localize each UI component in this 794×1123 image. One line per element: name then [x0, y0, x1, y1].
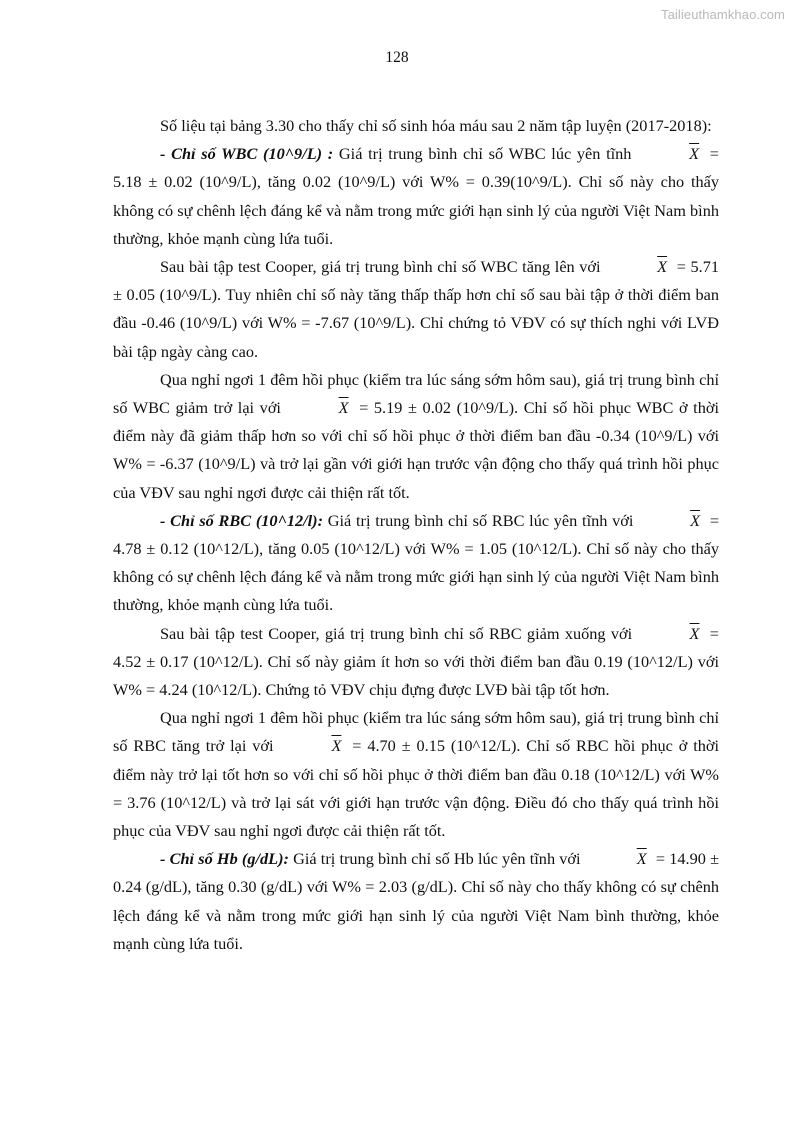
mean-symbol: $\overline{X}$ — [690, 510, 701, 530]
paragraph-rbc-after-test — [113, 620, 719, 705]
paragraph-wbc-after-test — [113, 253, 719, 366]
paragraph-rbc-recovery — [113, 704, 719, 845]
watermark: Tailieuthamkhao.com — [660, 7, 785, 22]
paragraph-text: = 5.19 ± 0.02 (10^9/L). Chỉ số hồi phục WBC ở thời điểm này đã giảm thấp hơn so với chỉ số hồi phục ở thời điểm ban đầu -0.34 (10^9/L) với W% = -6.37 (10^9/L) và trở lại gần với giới hạn trước vận động cho thấy quá trình hồi phục của VĐV sau nghỉ ngơi được cải thiện rất tốt. — [113, 398, 719, 502]
paragraph-text: = 4.70 ± 0.15 (10^12/L). Chỉ số RBC hồi phục ở thời điểm này trở lại tốt hơn so với chỉ số hồi phục ở thời điểm ban đầu 0.18 (10^12/L) với W% = 3.76 (10^12/L) và trở lại sát với giới hạn trước vận động. Điều đó cho thấy quá trình hồi phục của VĐV sau nghỉ ngơi được cải thiện rất tốt. — [113, 736, 719, 841]
mean-symbol: $\overline{X}$ — [338, 398, 349, 418]
paragraph-text: Số liệu tại bảng 3.30 cho thấy chỉ số sinh hóa máu sau 2 năm tập luyện (2017-2018): — [160, 116, 712, 135]
paragraph-text: Giá trị trung bình chỉ số WBC lúc yên tĩnh — [333, 144, 638, 164]
paragraph-intro — [113, 112, 719, 140]
section-heading-hb: - Chỉ số Hb (g/dL): — [160, 849, 289, 869]
paragraph-rbc-rest — [113, 507, 719, 620]
paragraph-text: = 5.18 ± 0.02 (10^9/L), tăng 0.02 (10^9/L) với W% = 0.39(10^9/L). Chỉ số này cho thấy không có sự chênh lệch đáng kể và nằm trong mức giới hạn sinh lý của người Việt Nam bình thường, khỏe mạnh cùng lứa tuổi. — [113, 144, 719, 248]
page-number: 128 — [385, 49, 409, 66]
paragraph-hb-rest — [113, 845, 719, 958]
paragraph-text: Giá trị trung bình chỉ số Hb lúc yên tĩnh với — [288, 849, 585, 869]
document-body — [113, 112, 719, 958]
paragraph-text: = 5.71 ± 0.05 (10^9/L). Tuy nhiên chỉ số này tăng thấp thấp hơn chỉ số sau bài tập ở thời điểm ban đầu -0.46 (10^9/L) với W% = -7.67 (10^9/L). Chỉ chứng tỏ VĐV có sự thích nghi với LVĐ bài tập ngày càng cao. — [113, 257, 719, 361]
paragraph-text: Sau bài tập test Cooper, giá trị trung bình chỉ số WBC tăng lên với — [160, 257, 606, 277]
mean-symbol: $\overline{X}$ — [657, 257, 668, 277]
section-heading-rbc: - Chỉ số RBC (10^12/l): — [160, 510, 324, 530]
mean-symbol: $\overline{X}$ — [689, 623, 700, 643]
paragraph-wbc-rest — [113, 140, 719, 253]
paragraph-text: Giá trị trung bình chỉ số RBC lúc yên tĩnh với — [323, 510, 639, 530]
mean-symbol: $\overline{X}$ — [689, 144, 700, 164]
mean-symbol: $\overline{X}$ — [331, 736, 342, 756]
paragraph-text: Qua nghỉ ngơi 1 đêm hồi phục (kiểm tra lúc sáng sớm hôm sau), giá trị trung bình chỉ số WBC giảm trở lại với — [113, 369, 719, 418]
paragraph-text: Qua nghỉ ngơi 1 đêm hồi phục (kiểm tra lúc sáng sớm hôm sau), giá trị trung bình chỉ số RBC tăng trở lại với — [113, 708, 719, 756]
mean-symbol: $\overline{X}$ — [636, 849, 647, 869]
paragraph-text: Sau bài tập test Cooper, giá trị trung bình chỉ số RBC giảm xuống với — [160, 623, 638, 643]
paragraph-text: = 4.78 ± 0.12 (10^12/L), tăng 0.05 (10^12/L) với W% = 1.05 (10^12/L). Chỉ số này cho thấy không có sự chênh lệch đáng kể và nằm trong mức giới hạn sinh lý của người Việt Nam bình thường, khỏe mạnh cùng lứa tuổi. — [113, 510, 719, 615]
section-heading-wbc: - Chỉ số WBC (10^9/L) : — [160, 144, 334, 164]
paragraph-wbc-recovery — [113, 366, 719, 507]
paragraph-text: = 4.52 ± 0.17 (10^12/L). Chỉ số này giảm ít hơn so với thời điểm ban đầu 0.19 (10^12/L) với W% = 4.24 (10^12/L). Chứng tỏ VĐV chịu đựng được LVĐ bài tập tốt hơn. — [113, 623, 719, 700]
paragraph-text: = 14.90 ± 0.24 (g/dL), tăng 0.30 (g/dL) với W% = 2.03 (g/dL). Chỉ số này cho thấy không có sự chênh lệch đáng kể và nằm trong mức giới hạn sinh lý của người Việt Nam bình thường, khỏe mạnh cùng lứa tuổi. — [113, 849, 720, 953]
